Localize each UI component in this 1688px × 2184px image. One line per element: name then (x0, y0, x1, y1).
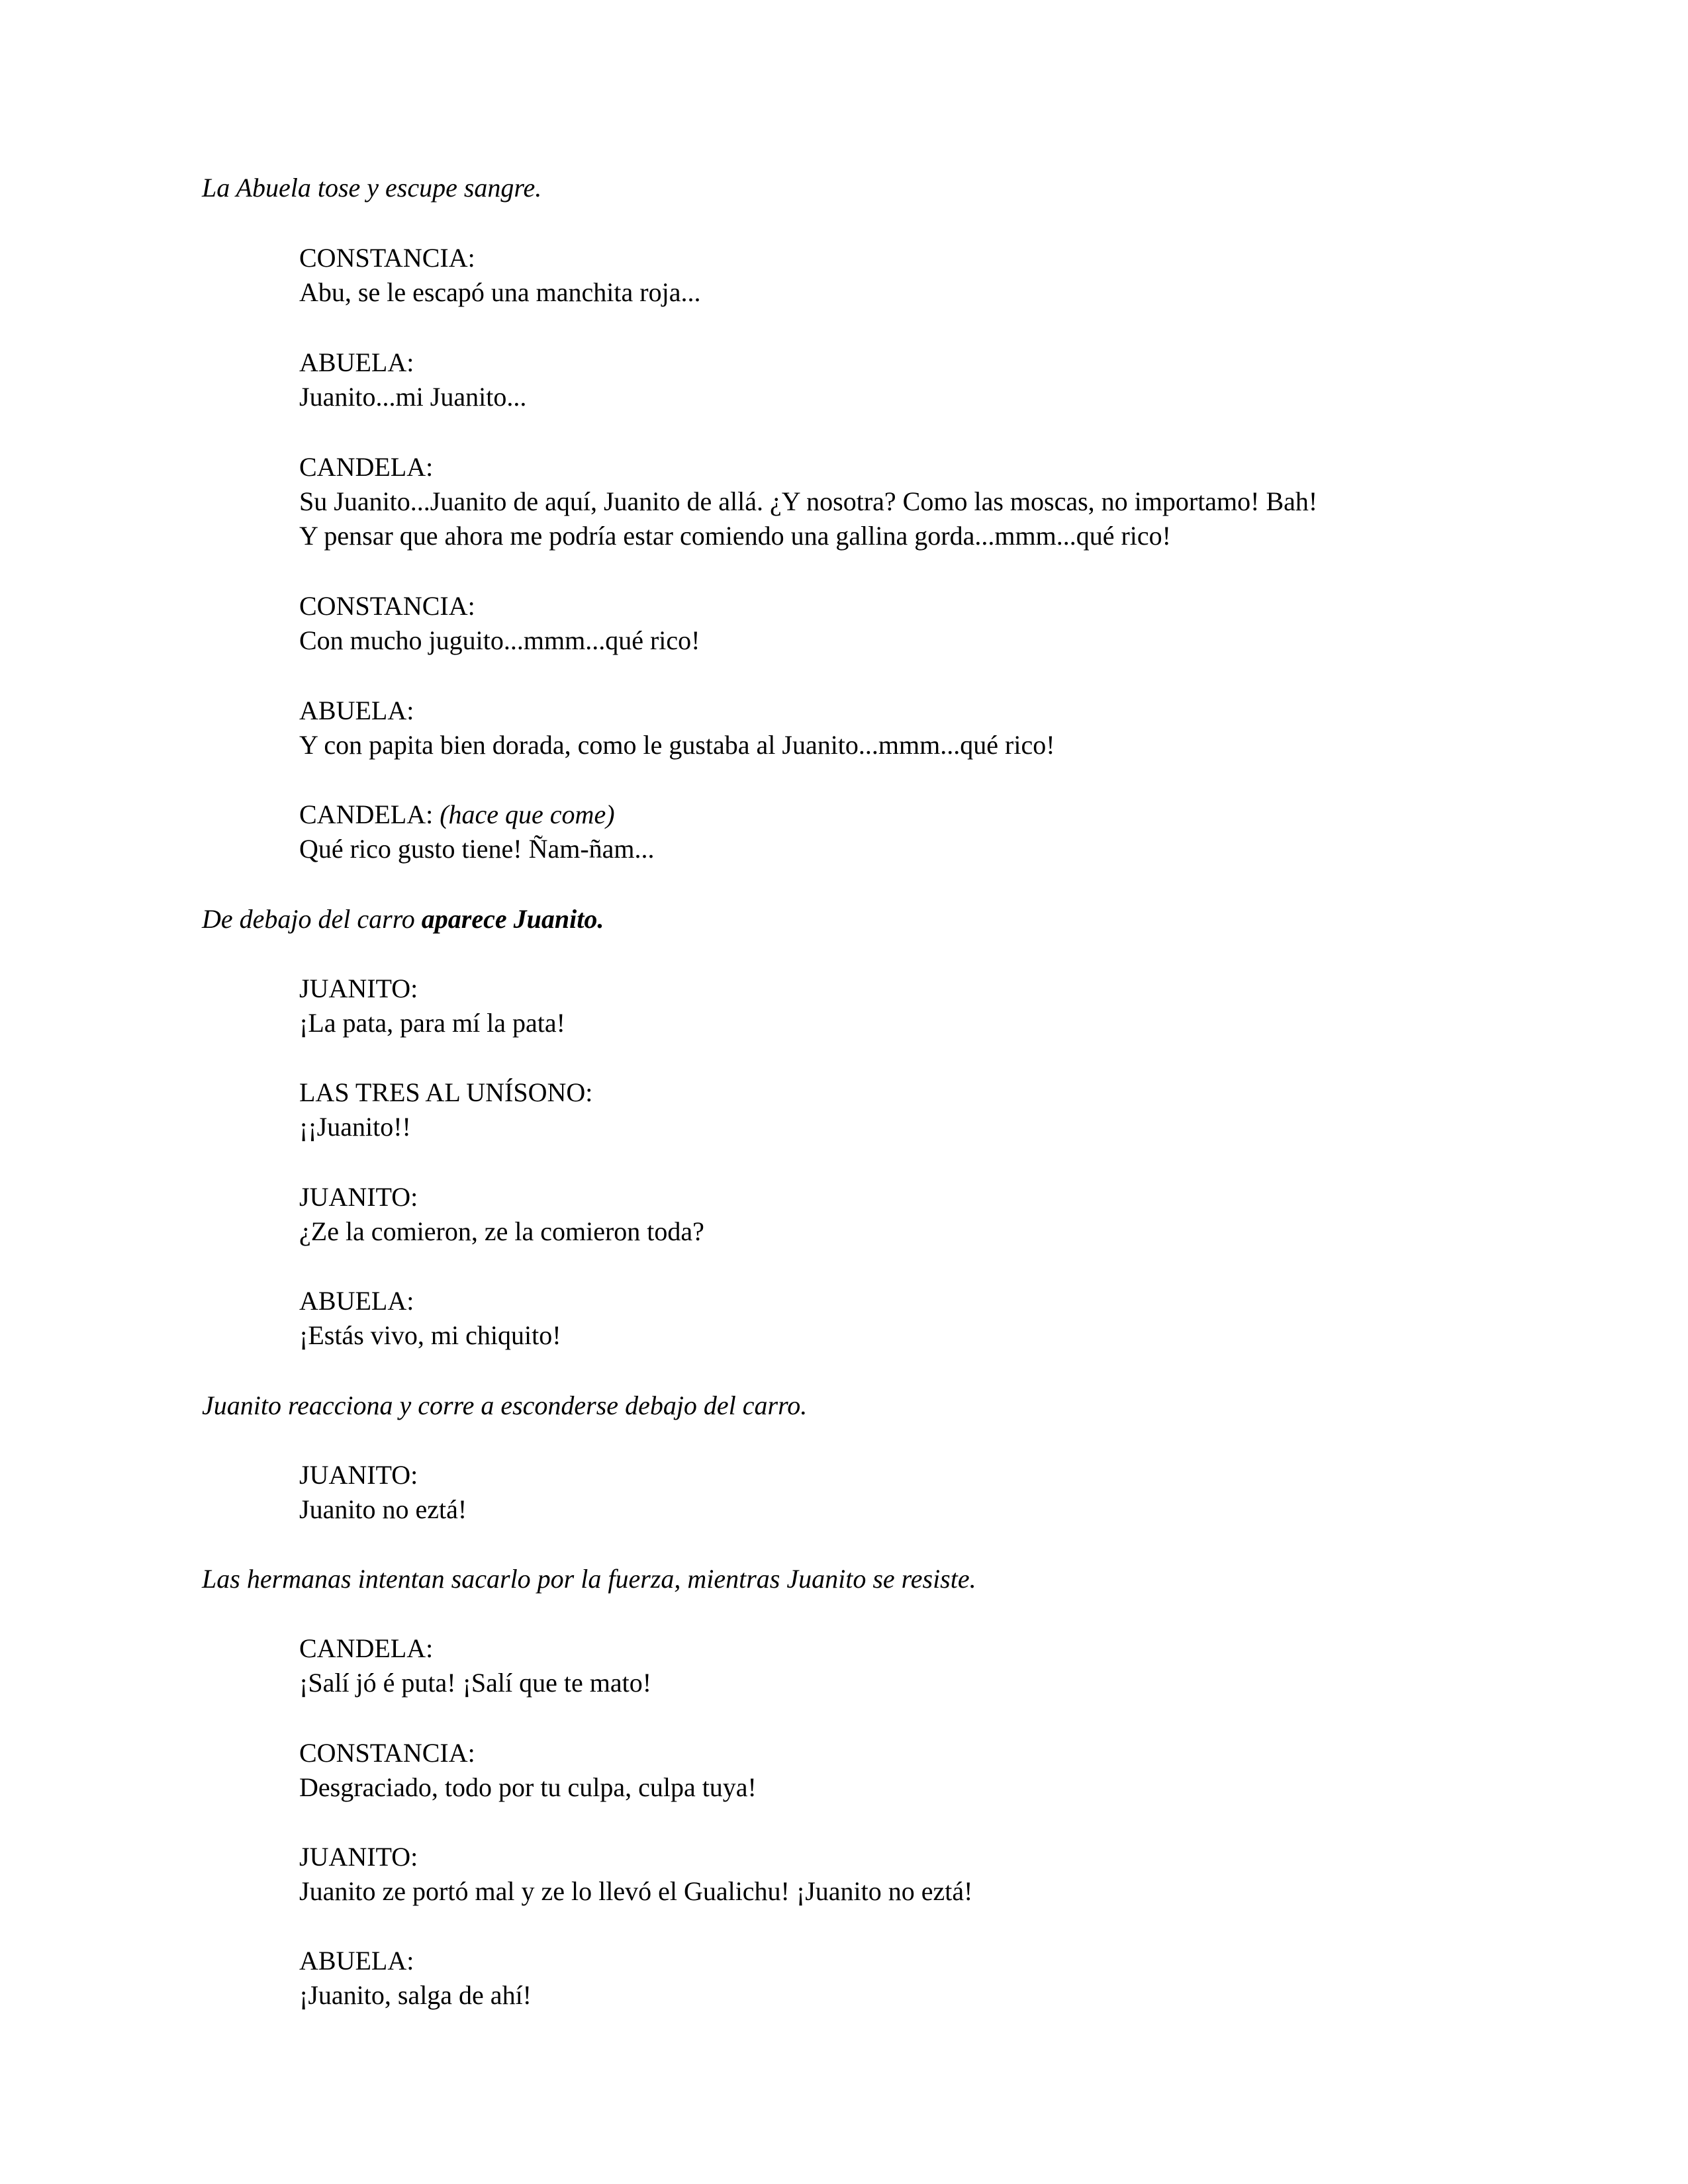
dialogue-block (299, 1840, 972, 1909)
dialogue-block (299, 972, 565, 1040)
dialogue-line: Juanito...mi Juanito... (299, 382, 527, 412)
character-name: CANDELA: (299, 1633, 434, 1663)
dialogue-block (299, 589, 700, 658)
character-name: LAS TRES AL UNÍSONO: (299, 1077, 593, 1107)
dialogue-line: Su Juanito...Juanito de aquí, Juanito de allá. ¿Y nosotra? Como las moscas, no importamo! Bah! (299, 486, 1318, 516)
dialogue-line: ¡La pata, para mí la pata! (299, 1008, 565, 1038)
character-name: ABUELA: (299, 1946, 414, 1976)
character-name: JUANITO: (299, 974, 418, 1003)
character-name: JUANITO: (299, 1842, 418, 1872)
character-name: CONSTANCIA: (299, 1738, 475, 1768)
dialogue-block (299, 1284, 561, 1353)
dialogue-block (299, 797, 655, 866)
dialogue-block (299, 450, 1317, 553)
dialogue-line: Con mucho juguito...mmm...qué rico! (299, 625, 700, 655)
character-line (299, 797, 655, 832)
dialogue-line: ¡Estás vivo, mi chiquito! (299, 1320, 561, 1350)
dialogue-line: ¡Juanito, salga de ahí! (299, 1980, 532, 2010)
parenthetical: (hace que come) (440, 799, 615, 829)
dialogue-line: Y con papita bien dorada, como le gustaba al Juanito...mmm...qué rico! (299, 730, 1055, 760)
stage-direction-text: De debajo del carro (202, 904, 422, 934)
stage-direction: La Abuela tose y escupe sangre. (202, 173, 542, 203)
character-name: JUANITO: (299, 1460, 418, 1490)
dialogue-line: ¿Ze la comieron, ze la comieron toda? (299, 1216, 704, 1246)
dialogue-line: ¡¡Juanito!! (299, 1112, 411, 1142)
dialogue-block (299, 1944, 532, 2013)
character-name: ABUELA: (299, 696, 414, 725)
character-name: ABUELA: (299, 347, 414, 377)
character-name: CANDELA: (299, 799, 434, 829)
dialogue-line: Juanito ze portó mal y ze lo llevó el Gualichu! ¡Juanito no eztá! (299, 1876, 973, 1906)
dialogue-line: Juanito no eztá! (299, 1494, 467, 1524)
dialogue-line: Y pensar que ahora me podría estar comiendo una gallina gorda...mmm...qué rico! (299, 521, 1171, 551)
stage-direction-emphasis: aparece Juanito. (421, 904, 604, 934)
stage-direction (202, 902, 604, 936)
character-name: CONSTANCIA: (299, 243, 475, 273)
stage-direction: Las hermanas intentan sacarlo por la fuerza, mientras Juanito se resiste. (202, 1564, 976, 1594)
character-name: CANDELA: (299, 452, 434, 482)
dialogue-line: Abu, se le escapó una manchita roja... (299, 277, 701, 307)
character-name: JUANITO: (299, 1182, 418, 1212)
dialogue-line: ¡Salí jó é puta! ¡Salí que te mato! (299, 1668, 652, 1698)
character-name: ABUELA: (299, 1286, 414, 1316)
stage-direction: Juanito reacciona y corre a esconderse debajo del carro. (202, 1390, 808, 1420)
dialogue-block (299, 1631, 651, 1700)
dialogue-block (299, 1736, 757, 1805)
dialogue-line: Qué rico gusto tiene! Ñam-ñam... (299, 834, 655, 864)
dialogue-block (299, 241, 700, 310)
dialogue-block (299, 1180, 704, 1249)
dialogue-block (299, 1075, 592, 1144)
dialogue-line: Desgraciado, todo por tu culpa, culpa tuya! (299, 1772, 757, 1802)
dialogue-block (299, 1458, 467, 1527)
dialogue-block (299, 694, 1055, 762)
character-name: CONSTANCIA: (299, 591, 475, 621)
dialogue-block (299, 345, 526, 414)
